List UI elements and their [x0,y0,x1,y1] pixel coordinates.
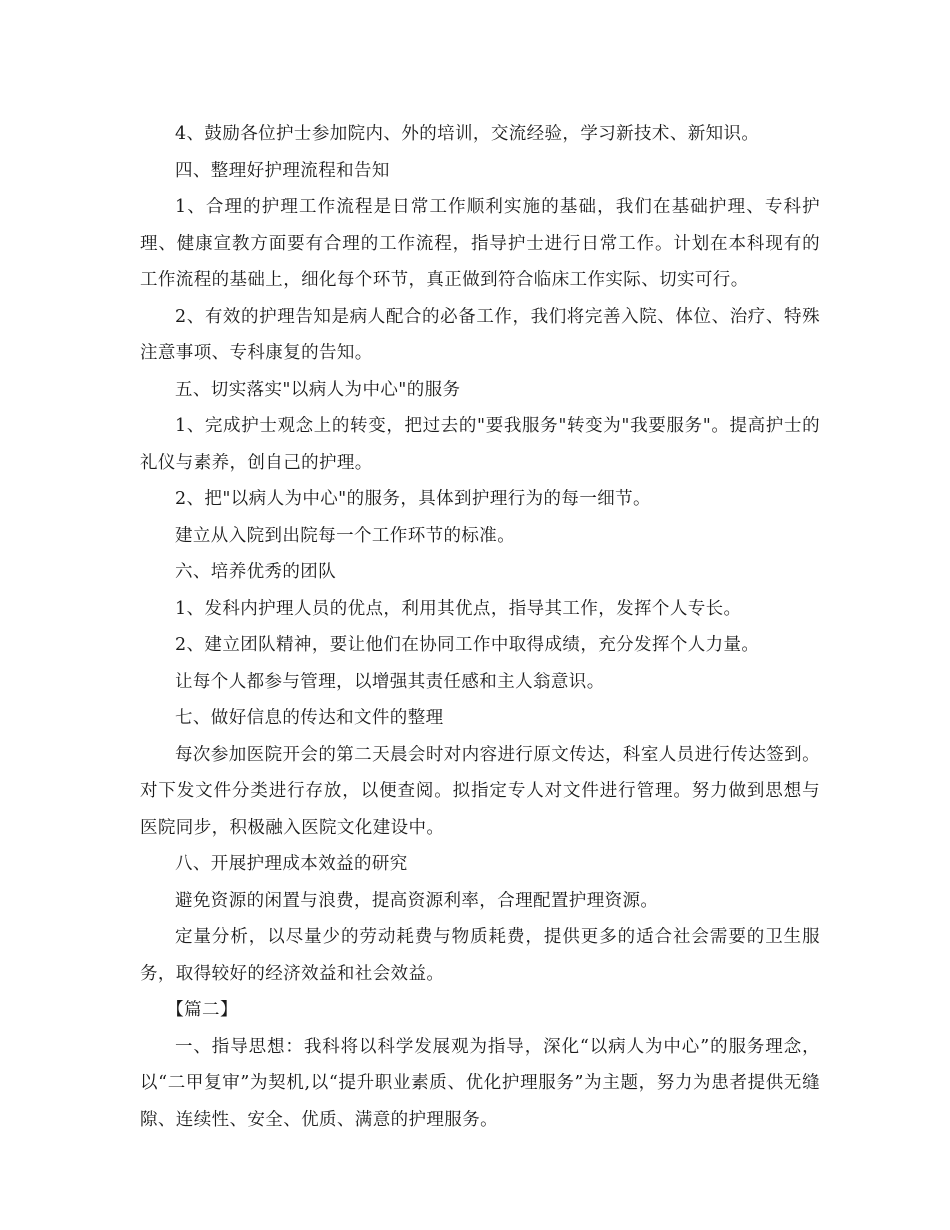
section-heading: 八、开展护理成本效益的研究 [175,854,408,874]
paragraph: 定量分析，以尽量少的劳动耗费与物质耗费，提供更多的适合社会需要的卫生服务，取得较好的经济效益和社会效益。 [140,927,820,984]
paragraph: 建立从入院到出院每一个工作环节的标准。 [175,525,516,546]
paragraph: 1、完成护士观念上的转变，把过去的"要我服务"转变为"我要服务"。提高护士的礼仪与素养，创自己的护理。 [140,416,820,473]
part-marker: 【篇二】 [166,1000,238,1020]
paragraph: 2、把"以病人为中心"的服务，具体到护理行为的每一细节。 [175,489,651,509]
section-heading: 六、培养优秀的团队 [175,562,337,582]
section-heading: 四、整理好护理流程和告知 [175,160,390,181]
paragraph: 4、鼓励各位护士参加院内、外的培训，交流经验，学习新技术、新知识。 [175,124,760,144]
paragraph: 让每个人都参与管理，以增强其责任感和主人翁意识。 [175,671,605,692]
paragraph: 2、有效的护理告知是病人配合的必备工作，我们将完善入院、体位、治疗、特殊注意事项、专科康复的告知。 [140,306,820,363]
paragraph: 避免资源的闲置与浪费，提高资源利率，合理配置护理资源。 [175,890,659,911]
paragraph: 2、建立团队精神，要让他们在协同工作中取得成绩，充分发挥个人力量。 [175,635,760,655]
section-heading: 七、做好信息的传达和文件的整理 [175,708,444,728]
paragraph: 1、合理的护理工作流程是日常工作顺利实施的基础，我们在基础护理、专科护理、健康宣教方面要有合理的工作流程，指导护士进行日常工作。计划在本科现有的工作流程的基础上，细化每个环节，真正做到符合临床工作实际、切实可行。 [140,197,820,290]
document-body [140,116,820,1138]
paragraph: 每次参加医院开会的第二天晨会时对内容进行原文传达，科室人员进行传达签到。对下发文件分类进行存放，以便查阅。拟指定专人对文件进行管理。努力做到思想与医院同步，积极融入医院文化建设中。 [140,744,820,838]
paragraph: 1、发科内护理人员的优点，利用其优点，指导其工作，发挥个人专长。 [175,598,742,619]
section-heading: 五、切实落实"以病人为中心"的服务 [175,379,461,400]
paragraph: 一、指导思想：我科将以科学发展观为指导，深化“以病人为中心”的服务理念，以“二甲复审”为契机,以“提升职业素质、优化护理服务”为主题，努力为患者提供无缝隙、连续性、安全、优质、满意的护理服务。 [140,1036,820,1130]
